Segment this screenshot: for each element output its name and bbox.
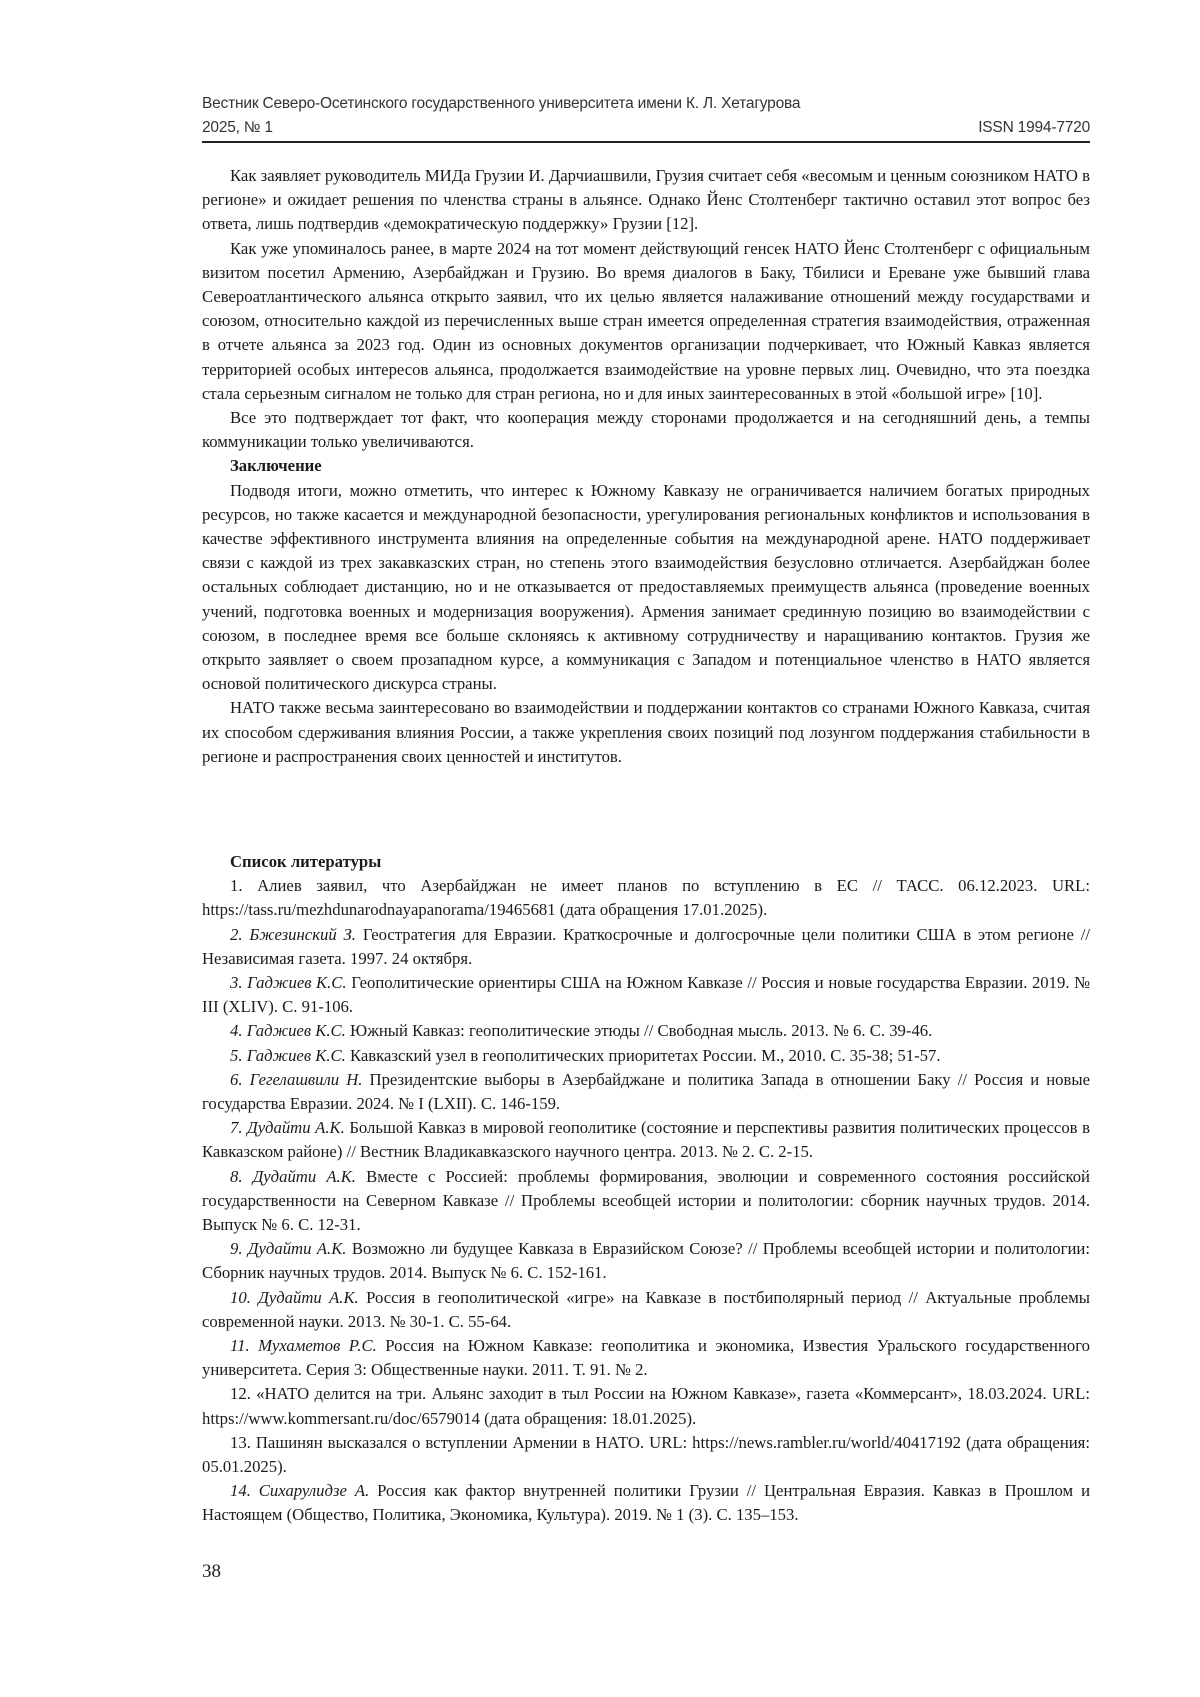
- reference-text: Вместе с Россией: проблемы формирования, эволюции и современного состояния российской государственности на Северном Кавказе // Проблемы всеобщей истории и политологии: сборник научных трудов. 2014. Выпуск № 6. С. 12-31.: [202, 1166, 1090, 1235]
- reference-author: 7. Дудайти А.К.: [230, 1118, 345, 1138]
- reference-item: [202, 1479, 1090, 1527]
- reference-author: 2. Бжезинский З.: [230, 924, 356, 944]
- references-section: [202, 850, 1090, 1528]
- reference-author: 11. Мухаметов Р.С.: [230, 1336, 377, 1356]
- reference-item: [202, 1068, 1090, 1116]
- reference-author: 5. Гаджиев К.С.: [230, 1045, 346, 1065]
- reference-item: [202, 874, 1090, 922]
- reference-item: [202, 923, 1090, 971]
- paragraph-5: НАТО также весьма заинтересовано во взаимодействии и поддержании контактов со странами Южного Кавказа, считая их способом сдерживания влияния России, а также укрепления своих позиций под лозунгом поддержания стабильности в регионе и распространения своих ценностей и институтов.: [202, 698, 1090, 766]
- reference-text: Южный Кавказ: геополитические этюды // Свободная мысль. 2013. № 6. С. 39-46.: [345, 1021, 933, 1041]
- reference-author: 3. Гаджиев К.С.: [230, 973, 347, 993]
- reference-text: Геостратегия для Евразии. Краткосрочные и долгосрочные цели политики США в этом регионе // Независимая газета. 1997. 24 октября.: [202, 924, 1090, 968]
- reference-text: Россия на Южном Кавказе: геополитика и экономика, Известия Уральского государственного университета. Серия 3: Общественные науки. 2011. Т. 91. № 2.: [202, 1336, 1090, 1380]
- reference-item: [202, 1431, 1090, 1479]
- reference-item: [202, 1019, 1090, 1043]
- reference-author: 4. Гаджиев К.С.: [230, 1021, 346, 1041]
- reference-item: [202, 1286, 1090, 1334]
- reference-text: Россия как фактор внутренней политики Грузии // Центральная Евразия. Кавказ в Прошлом и Настоящем (Общество, Политика, Экономика, Культура). 2019. № 1 (3). С. 135–153.: [202, 1481, 1090, 1525]
- reference-item: [202, 1334, 1090, 1382]
- reference-author: 8. Дудайти А.К.: [230, 1166, 356, 1186]
- journal-title: Вестник Северо-Осетинского государственного университета имени К. Л. Хетагурова: [202, 95, 801, 112]
- reference-item: [202, 1044, 1090, 1068]
- reference-item: [202, 1237, 1090, 1285]
- references-list: [202, 874, 1090, 1527]
- issue-number: 2025, № 1: [202, 119, 273, 136]
- header-divider: [202, 141, 1090, 143]
- reference-text: Возможно ли будущее Кавказа в Евразийском Союзе? // Проблемы всеобщей истории и политологии: Сборник научных трудов. 2014. Выпуск № 6. С. 152-161.: [202, 1239, 1090, 1283]
- references-heading: Список литературы: [230, 852, 382, 871]
- header-issue-row: [202, 116, 1090, 140]
- reference-author: 6. Гегелашвили Н.: [230, 1069, 363, 1089]
- conclusion-heading: Заключение: [230, 456, 322, 476]
- reference-text: Геополитические ориентиры США на Южном Кавказе // Россия и новые государства Евразии. 2019. № III (XLIV). С. 91-106.: [202, 973, 1090, 1017]
- reference-text: Президентские выборы в Азербайджане и политика Запада в отношении Баку // Россия и новые государства Евразии. 2024. № I (LXII). С. 146-159.: [202, 1069, 1090, 1114]
- page-number: 38: [202, 1561, 221, 1582]
- reference-text: 13. Пашинян высказался о вступлении Армении в НАТО. URL: https://news.rambler.ru/world/40417192 (дата обращения: 05.01.2025).: [202, 1432, 1090, 1477]
- reference-text: Россия в геополитической «игре» на Кавказе в постбиполярный период // Актуальные проблемы современной науки. 2013. № 30-1. С. 55-64.: [202, 1287, 1090, 1331]
- running-header: [202, 92, 1090, 140]
- paragraph-3: Все это подтверждает тот факт, что кооперация между сторонами продолжается и на сегодняшний день, а темпы коммуникации только увеличиваются.: [202, 408, 1090, 452]
- paragraph-2: Как уже упоминалось ранее, в марте 2024 на тот момент действующий генсек НАТО Йенс Столтенберг с официальным визитом посетил Армению, Азербайджан и Грузию. Во время диалогов в Баку, Тбилиси и Ереване уже бывший глава Североатлантического альянса открыто заявил, что их целью является налаживание отношений между государствами и союзом, относительно каждой из перечисленных выше стран имеется определенная стратегия взаимодействия, отраженная в отчете альянса за 2023 год. Один из основных документов организации подчеркивает, что Южный Кавказ является территорией особых интересов альянса, продолжается взаимодействие на уровне первых лиц. Очевидно, что эта поездка стала серьезным сигналом не только для стран региона, но и для иных заинтересованных в этой «большой игре» [10].: [202, 238, 1090, 403]
- reference-item: [202, 1382, 1090, 1430]
- reference-item: [202, 971, 1090, 1019]
- reference-text: 12. «НАТО делится на три. Альянс заходит в тыл России на Южном Кавказе», газета «Коммерсант», 18.03.2024. URL: https://www.kommersant.ru/doc/6579014 (дата обращения: 18.01.2025).: [202, 1384, 1090, 1428]
- reference-item: [202, 1116, 1090, 1164]
- reference-item: [202, 1165, 1090, 1238]
- paragraph-1: Как заявляет руководитель МИДа Грузии И. Дарчиашвили, Грузия считает себя «весомым и ценным союзником НАТО в регионе» и ожидает решения по членства страны в альянсе. Однако Йенс Столтенберг тактично оставил этот вопрос без ответа, лишь подтвердив «демократическую поддержку» Грузии [12].: [202, 166, 1090, 234]
- reference-author: 14. Сихарулидзе А.: [230, 1481, 370, 1501]
- paragraph-4: Подводя итоги, можно отметить, что интерес к Южному Кавказу не ограничивается наличием богатых природных ресурсов, но также касается и международной безопасности, урегулирования региональных конфликтов и использования в качестве эффективного инструмента влияния на определенные события на международной арене. НАТО поддерживает связи с каждой из трех закавказских стран, но степень этого взаимодействия безусловно отличается. Азербайджан более остальных соблюдает дистанцию, но и не отказывается от предоставляемых преимуществ альянса (проведение военных учений, подготовка военных и модернизация вооружения). Армения занимает срединную позицию во взаимодействии с союзом, в последнее время все больше склоняясь к активному сотрудничеству и наращиванию контактов. Грузия же открыто заявляет о своем прозападном курсе, а коммуникация с Западом и потенциальное членство в НАТО является основой политического дискурса страны.: [202, 480, 1090, 694]
- reference-text: Кавказский узел в геополитических приоритетах России. М., 2010. С. 35-38; 51-57.: [345, 1045, 941, 1065]
- reference-text: 1. Алиев заявил, что Азербайджан не имеет планов по вступлению в ЕС // ТАСС. 06.12.2023. URL: https://tass.ru/mezhdunarodnayapanorama/19465681 (дата обращения 17.01.2025).: [202, 876, 1090, 920]
- reference-text: Большой Кавказ в мировой геополитике (состояние и перспективы развития политических процессов в Кавказском районе) // Вестник Владикавказского научного центра. 2013. № 2. С. 2-15.: [202, 1118, 1091, 1162]
- article-body: [202, 164, 1090, 769]
- reference-author: 9. Дудайти А.К.: [230, 1239, 347, 1259]
- reference-author: 10. Дудайти А.К.: [230, 1287, 359, 1307]
- issn: ISSN 1994-7720: [978, 119, 1090, 136]
